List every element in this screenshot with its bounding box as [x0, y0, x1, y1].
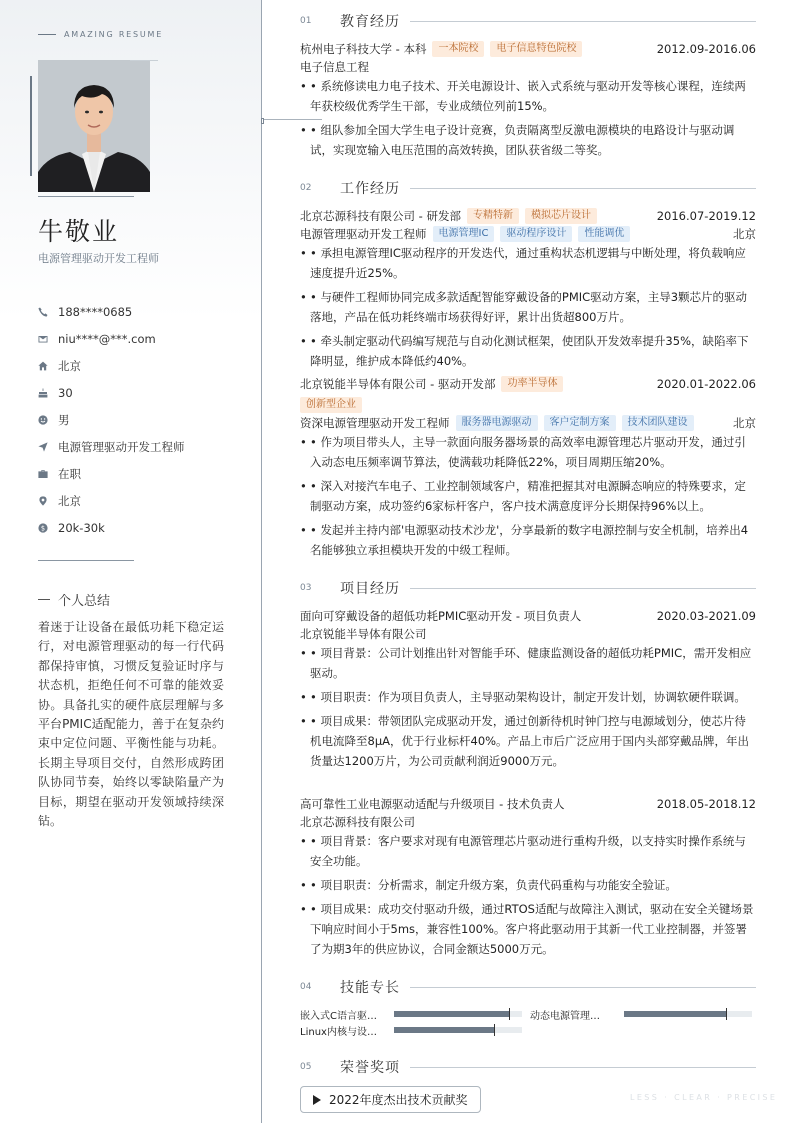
section-number: 03	[300, 583, 312, 593]
work-role-row	[300, 225, 756, 243]
section-education-header	[300, 11, 756, 31]
list-item: • • 牵头制定驱动代码编写规范与自动化测试框架，使团队开发效率提升35%，缺陷率下降明显，维护成本降低约40%。	[300, 331, 756, 371]
list-item: • • 项目背景：公司计划推出针对智能手环、健康监测设备的超低功耗PMIC，需开发相应驱动。	[300, 643, 756, 683]
list-item: • • 与硬件工程师协同完成多款适配智能穿戴设备的PMIC驱动方案，主导3颗芯片的驱动落地，产品在低功耗终端市场获得好评，累计出货超800万片。	[300, 287, 756, 327]
skill-item	[300, 1007, 522, 1021]
work-bullet: • 深入对接汽车电子、工业控制领域客户，精准把握其对电源瞬态响应的特殊要求，定制驱动方案，成功签约6家标杆客户，客户技术满意度评分长期保持96%以上。	[310, 479, 746, 513]
list-item: • • 发起并主持内部'电源驱动技术沙龙'，分享最新的数字电源控制与安全机制，培养出4名能够独立承担模块开发的中级工程师。	[300, 520, 756, 560]
work-company-tag: 功率半导体	[501, 376, 563, 392]
skill-label: Linux内核与设…	[300, 1026, 377, 1038]
profile-title: 电源管理驱动开发工程师	[38, 252, 159, 265]
smile-icon	[38, 415, 58, 425]
watermark-text: LESS · CLEAR · PRECISE	[630, 1093, 778, 1102]
list-item: • • 承担电源管理IC驱动程序的开发迭代，通过重构状态机逻辑与中断处理，将负载响应速度提升近25%。	[300, 243, 756, 283]
honor-label: 2022年度杰出技术贡献奖	[329, 1093, 468, 1107]
dollar-icon	[38, 523, 58, 533]
work-company: 北京芯源科技有限公司 - 研发部	[300, 209, 461, 223]
photo-accent-bar	[30, 76, 32, 176]
skill-bar-marker	[726, 1008, 727, 1020]
project-bullet: • 项目成果：带领团队完成驱动开发，通过创新待机时钟门控与电源域划分，使芯片待机电流降至8μA，优于行业标杆40%。产品上市后广泛应用于国内头部穿戴品牌，年出货量达1200万片，为公司贡献利润近9000万元。	[310, 714, 750, 768]
list-item: • • 项目成果：带领团队完成驱动开发，通过创新待机时钟门控与电源域划分，使芯片待机电流降至8μA，优于行业标杆40%。产品上市后广泛应用于国内头部穿戴品牌，年出货量达1200万片，为公司贡献利润近9000万元。	[300, 711, 756, 771]
section-rule	[410, 21, 756, 22]
education-major-row	[300, 58, 756, 76]
contact-phone-text: 188****0685	[58, 304, 133, 319]
contact-email-text: niu****@***.com	[58, 331, 156, 346]
mail-icon	[38, 334, 58, 344]
contact-status	[38, 460, 248, 487]
summary-heading	[38, 590, 110, 609]
list-item: • • 项目背景：客户要求对现有电源管理芯片驱动进行重构升级，以支持实时操作系统与安全功能。	[300, 831, 756, 871]
skill-label: 动态电源管理…	[530, 1010, 600, 1022]
education-bullet: • 系统修读电力电子技术、开关电源设计、嵌入式系统与驱动开发等核心课程，连续两年获校级优秀学生干部，专业成绩位列前15%。	[310, 79, 746, 113]
play-triangle-icon	[313, 1095, 321, 1105]
section-rule	[410, 987, 756, 988]
list-item: • • 作为项目带头人，主导一款面向服务器场景的高效率电源管理芯片驱动开发，通过引入动态电压频率调节算法，使满载功耗降低22%，项目周期压缩20%。	[300, 432, 756, 472]
phone-icon	[38, 307, 58, 317]
contact-salary	[38, 514, 248, 541]
work-role-tag: 电源管理IC	[433, 226, 495, 242]
education-header-row	[300, 40, 756, 58]
work-bullet: • 承担电源管理IC驱动程序的开发迭代，通过重构状态机逻辑与中断处理，将负载响应速度提升近25%。	[310, 246, 746, 280]
contact-location-text: 北京	[58, 493, 81, 508]
contact-status-text: 在职	[58, 466, 81, 481]
work-role: 资深电源管理驱动开发工程师	[300, 416, 450, 430]
avatar-portrait-illustration	[38, 60, 150, 192]
summary-heading-text: 个人总结	[58, 594, 111, 609]
education-tag: 电子信息特色院校	[490, 41, 582, 57]
section-rule	[410, 188, 756, 189]
avatar	[38, 60, 150, 192]
skill-bar	[394, 1011, 522, 1017]
sidebar	[0, 0, 262, 1123]
project-date: 2020.03-2021.09	[656, 609, 756, 623]
skill-bar-fill	[624, 1011, 726, 1017]
photo-underline	[38, 196, 134, 197]
section-number: 04	[300, 982, 312, 992]
skill-bar-marker	[494, 1024, 495, 1036]
section-title: 荣誉奖项	[340, 1060, 400, 1076]
education-tag: 一本院校	[432, 41, 484, 57]
work-company-tag: 模拟芯片设计	[525, 208, 597, 224]
contact-location	[38, 487, 248, 514]
skill-bar	[624, 1011, 752, 1017]
work-bullet: • 作为项目带头人，主导一款面向服务器场景的高效率电源管理芯片驱动开发，通过引入动态电压频率调节算法，使满载功耗降低22%，项目周期压缩20%。	[310, 435, 746, 469]
list-item: • • 项目职责：分析需求，制定升级方案，负责代码重构与功能安全验证。	[300, 875, 756, 895]
project-bullets	[300, 643, 756, 775]
contact-age-text: 30	[58, 385, 73, 400]
section-title: 工作经历	[340, 181, 400, 197]
project-date: 2018.05-2018.12	[656, 797, 756, 811]
section-title: 技能专长	[340, 980, 400, 996]
contact-age	[38, 379, 248, 406]
section-rule	[410, 588, 756, 589]
work-role-tag: 驱动程序设计	[500, 226, 572, 242]
skill-bar	[394, 1027, 522, 1033]
work-company: 北京锐能半导体有限公司 - 驱动开发部	[300, 377, 496, 391]
home-icon	[38, 361, 58, 371]
work-header-row	[300, 375, 756, 393]
contact-target-role-text: 电源管理驱动开发工程师	[58, 439, 185, 454]
list-item: • • 项目成果：成功交付驱动升级，通过RTOS适配与故障注入测试，驱动在安全关键场景下响应时间小于5ms，兼容性100%。客户将此驱动用于其新一代工业控制器，并签署了为期3年的供应协议，合同金额达5000万元。	[300, 899, 756, 959]
section-rule	[410, 1067, 756, 1068]
list-item: • • 组队参加全国大学生电子设计竞赛，负责隔离型反激电源模块的电路设计与驱动调试，实现宽输入电压范围的高效转换，团队获省级二等奖。	[300, 120, 756, 160]
section-title: 教育经历	[340, 14, 400, 30]
contact-gender	[38, 406, 248, 433]
work-header-row	[300, 207, 756, 225]
work-role-tag: 客户定制方案	[544, 415, 616, 431]
send-icon	[38, 442, 58, 452]
summary-text: 着迷于让设备在最低功耗下稳定运行，对电源管理驱动的每一行代码都保持审慎，习惯反复验证时序与状态机，拒绝任何不可靠的能效妥协。具备扎实的硬件底层理解与多平台PMIC适配能力，善于在复杂约束中定位问题、平衡性能与功耗。长期主导项目交付，自然形成跨团队协同节奏，始终以零缺陷量产为目标，期望在驱动开发领域持续深钻。	[38, 620, 224, 829]
work-bullet: • 与硬件工程师协同完成多款适配智能穿戴设备的PMIC驱动方案，主导3颗芯片的驱动落地，产品在低功耗终端市场获得好评，累计出货超800万片。	[310, 290, 748, 324]
svg-text:$: $	[40, 523, 46, 532]
project-company: 北京芯源科技有限公司	[300, 815, 415, 829]
project-name: 高可靠性工业电源驱动适配与升级项目 - 技术负责人	[300, 797, 565, 811]
project-bullet: • 项目背景：客户要求对现有电源管理芯片驱动进行重构升级，以支持实时操作系统与安全功能。	[310, 834, 746, 868]
work-role-tag: 服务器电源驱动	[456, 415, 538, 431]
project-company-row	[300, 625, 756, 643]
section-skills-header	[300, 977, 756, 997]
education-date: 2012.09-2016.06	[656, 42, 756, 56]
cake-icon	[38, 388, 58, 398]
project-header-row	[300, 795, 756, 813]
work-tag-wrap-row	[294, 396, 750, 414]
work-role-tag: 技术团队建设	[622, 415, 694, 431]
work-date: 2020.01-2022.06	[656, 377, 756, 391]
work-bullet: • 牵头制定驱动代码编写规范与自动化测试框架，使团队开发效率提升35%，缺陷率下降明显，维护成本降低约40%。	[310, 334, 749, 368]
contact-gender-text: 男	[58, 412, 70, 427]
work-role-row	[300, 414, 756, 432]
contact-phone	[38, 298, 248, 325]
project-name: 面向可穿戴设备的超低功耗PMIC驱动开发 - 项目负责人	[300, 609, 582, 623]
contact-email	[38, 325, 248, 352]
list-item: • • 系统修读电力电子技术、开关电源设计、嵌入式系统与驱动开发等核心课程，连续两年获校级优秀学生干部，专业成绩位列前15%。	[300, 76, 756, 116]
location-pin-icon	[38, 496, 58, 506]
section-number: 05	[300, 1062, 312, 1072]
project-bullet: • 项目背景：公司计划推出针对智能手环、健康监测设备的超低功耗PMIC，需开发相应驱动。	[310, 646, 752, 680]
contact-home-text: 北京	[58, 358, 81, 373]
project-company-row	[300, 813, 756, 831]
brand-header	[38, 30, 163, 39]
work-city: 北京	[733, 416, 756, 430]
section-work-header	[300, 178, 756, 198]
sidebar-divider	[38, 560, 134, 561]
work-date: 2016.07-2019.12	[656, 209, 756, 223]
contact-home	[38, 352, 248, 379]
list-item: • • 项目职责：作为项目负责人，主导驱动架构设计，制定开发计划，协调软硬件联调。	[300, 687, 756, 707]
work-company-tag: 创新型企业	[300, 397, 362, 413]
project-bullets	[300, 831, 756, 963]
education-major: 电子信息工程	[300, 60, 369, 74]
profile-name: 牛敬业	[38, 217, 120, 246]
work-role-tag: 性能调优	[578, 226, 630, 242]
work-role: 电源管理驱动开发工程师	[300, 227, 427, 241]
skill-bar-fill	[394, 1011, 509, 1017]
section-honors-header	[300, 1057, 756, 1077]
section-title: 项目经历	[340, 581, 400, 597]
section-number: 01	[300, 16, 312, 26]
work-city: 北京	[733, 227, 756, 241]
project-bullet: • 项目职责：分析需求，制定升级方案，负责代码重构与功能安全验证。	[310, 878, 677, 892]
work-bullets	[300, 243, 756, 375]
project-header-row	[300, 607, 756, 625]
work-company-tag: 专精特新	[467, 208, 519, 224]
skill-item	[530, 1007, 752, 1021]
skill-item	[300, 1023, 522, 1037]
education-bullet: • 组队参加全国大学生电子设计竞赛，负责隔离型反激电源模块的电路设计与驱动调试，实现宽输入电压范围的高效转换，团队获省级二等奖。	[310, 123, 735, 157]
photo-frame-line	[130, 60, 158, 61]
work-bullets	[300, 432, 756, 564]
section-number: 02	[300, 183, 312, 193]
project-bullet: • 项目成果：成功交付驱动升级，通过RTOS适配与故障注入测试，驱动在安全关键场景下响应时间小于5ms，兼容性100%。客户将此驱动用于其新一代工业控制器，并签署了为期3年的供应协议，合同金额达5000万元。	[310, 902, 754, 956]
skill-label: 嵌入式C语言驱…	[300, 1010, 377, 1022]
work-bullet: • 发起并主持内部'电源驱动技术沙龙'，分享最新的数字电源控制与安全机制，培养出4名能够独立承担模块开发的中级工程师。	[310, 523, 749, 557]
education-school: 杭州电子科技大学 - 本科	[300, 42, 427, 56]
brand-text: AMAZING RESUME	[64, 30, 164, 39]
education-bullets	[300, 76, 756, 164]
project-bullet: • 项目职责：作为项目负责人，主导驱动架构设计，制定开发计划，协调软硬件联调。	[310, 690, 746, 704]
project-company: 北京锐能半导体有限公司	[300, 627, 427, 641]
skill-bar-marker	[509, 1008, 510, 1020]
briefcase-icon	[38, 469, 58, 479]
contact-salary-text: 20k-30k	[58, 520, 105, 535]
contact-target-role	[38, 433, 248, 460]
skill-bar-fill	[394, 1027, 494, 1033]
honor-item[interactable]	[300, 1086, 481, 1113]
contact-list	[38, 298, 248, 541]
section-projects-header	[300, 578, 756, 598]
list-item: • • 深入对接汽车电子、工业控制领域客户，精准把握其对电源瞬态响应的特殊要求，定制驱动方案，成功签约6家标杆客户，客户技术满意度评分长期保持96%以上。	[300, 476, 756, 516]
